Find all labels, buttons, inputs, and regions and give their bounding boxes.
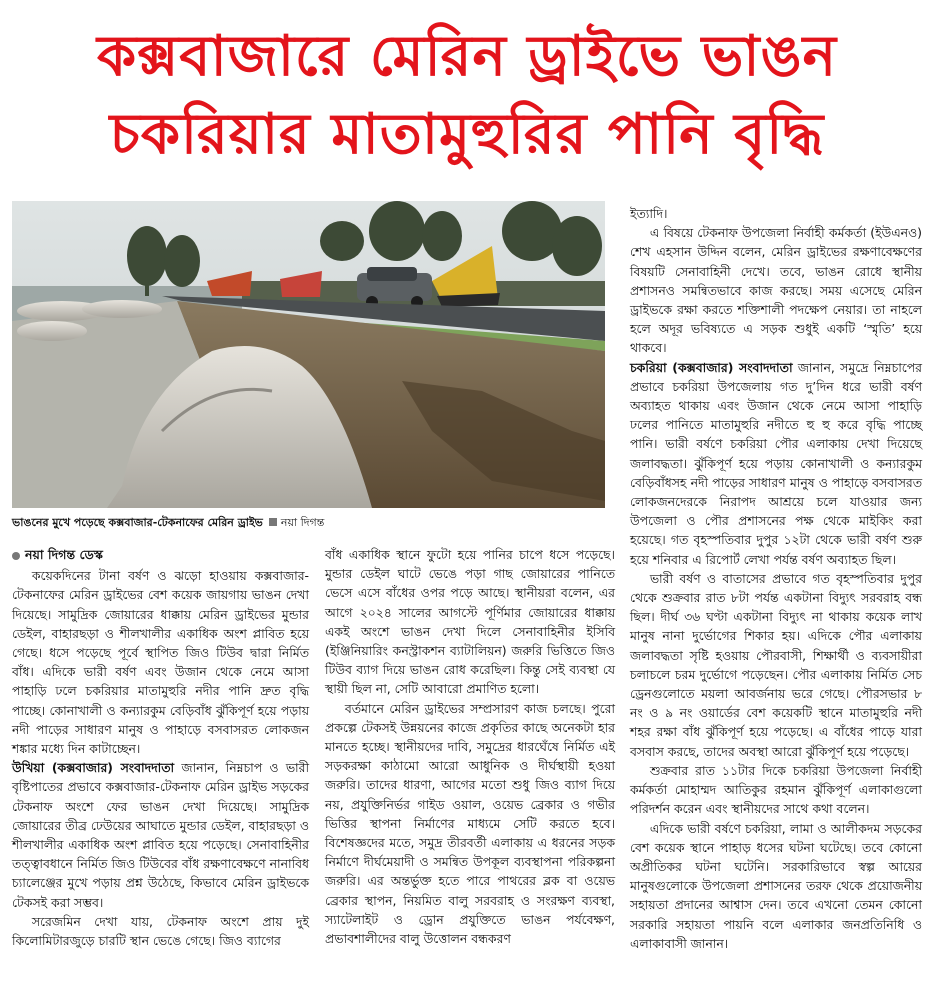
dateline: চকরিয়া (কক্সবাজার) সংবাদদাতা: [630, 359, 793, 375]
paragraph: [12, 758, 309, 912]
paragraph: কয়েকদিনের টানা বর্ষণ ও ঝড়ো হাওয়ায় কক্সবাজার-টেকনাফের মেরিন ড্রাইভের বেশ কয়েক জায়গায় ভাঙন দেখা দিয়েছে। সামুদ্রিক জোয়ারের ধাক্কায় মেরিন ড্রাইভের মুন্ডার ডেইল, বাহারছড়া ও শীলখালীর একাধিক অংশ প্লাবিত হয়ে গেছে। ধসে পড়েছে পূর্বে স্থাপিত জিও টিউব দ্বারা নির্মিত বাঁধ। এদিকে ভারী বর্ষণ এবং উজান থেকে নেমে আসা পাহাড়ি ঢলে চকরিয়ার মাতামুহুরি নদীর পানি দ্রুত বৃদ্ধি পাচ্ছে। কোনাখালী ও কন্যারকুম বেড়িবাঁধ ঝুঁকিপূর্ণ হয়ে পড়ায় নদী পাড়ের সাধারণ মানুষ ও পাহাড়ে বসবাসরত লোকজন শঙ্কার মধ্যে দিন কাটাচ্ছেন।: [12, 568, 309, 757]
article-column-2: [325, 545, 615, 948]
coastal-road-erosion-photo: [12, 201, 605, 508]
photo-caption: [12, 515, 605, 531]
paragraph: এদিকে ভারী বর্ষণে চকরিয়া, লামা ও আলীকদম সড়কের বেশ কয়েক স্থানে পাহাড় ধসের ঘটনা ঘটেছে। তবে কোনো অপ্রীতিকর ঘটনা ঘটেনি। সরকারিভাবে স্বল্প আয়ের মানুষগুলোকে উপজেলা প্রশাসনের তরফ থেকে প্রয়োজনীয় সহায়তা প্রদানের আশ্বাস দেন। তবে এখনো তেমন কোনো সরকারি সহায়তা পায়নি বলে এলাকার জনপ্রতিনিধি ও এলাকাবাসী জানান।: [630, 820, 922, 951]
paragraph-text: জানান, সমুদ্রে নিম্নচাপের প্রভাবে চকরিয়া উপজেলায় গত দু’দিন ধরে ভারী বর্ষণ অব্যাহত থাকায় এবং উজান থেকে নেমে আসা পাহাড়ি ঢলের পানিতে মাতামুহুরি নদীতে হু হু করে বৃদ্ধি পাচ্ছে পানি। ভারী বর্ষণে চকরিয়া পৌর এলাকায় দেখা দিয়েছে জলাবদ্ধতা। ঝুঁকিপূর্ণ হয়ে পড়ায় কোনাখালী ও কন্যারকুম বেড়িবাঁধসহ নদী পাড়ের সাধারণ মানুষ ও পাহাড়ে বসবাসরত লোকজনদেরকে নিরাপদ আশ্রয়ে চলে যাওয়ার জন্য উপজেলা ও পৌর প্রশাসনের পক্ষ থেকে মাইকিং করা হয়েছে। গত বৃহস্পতিবার দুপুর ১২টা থেকে ভারী বর্ষণ শুরু হয়ে শনিবার এ রিপোর্ট লেখা পর্যন্ত বর্ষণ অব্যাহত ছিল।: [630, 359, 922, 567]
article-column-3: [630, 204, 922, 953]
news-photo: [12, 201, 605, 508]
square-bullet-icon: [269, 518, 277, 526]
desk-name: নয়া দিগন্ত ডেস্ক: [25, 547, 103, 562]
paragraph: [630, 358, 922, 569]
headline-line-2: চকরিয়ার মাতামুহুরির পানি বৃদ্ধি: [109, 102, 825, 167]
paragraph: সরেজমিন দেখা যায়, টেকনাফ অংশে প্রায় দুই কিলোমিটারজুড়ে চারটি স্থান ভেঙে গেছে। জিও ব্যাগের: [12, 913, 309, 949]
article-column-1: [12, 545, 309, 950]
paragraph: শুক্রবার রাত ১১টার দিকে চকরিয়া উপজেলা নির্বাহী কর্মকর্তা মোহাম্মদ আতিকুর রহমান ঝুঁকিপূর্ণ এলাকাগুলো পরিদর্শন করেন এবং স্থানীয়দের সাথে কথা বলেন।: [630, 762, 922, 817]
dateline: উখিয়া (কক্সবাজার) সংবাদদাতা: [12, 760, 175, 776]
paragraph: বাঁধ একাধিক স্থানে ফুটো হয়ে পানির চাপে ধসে পড়েছে। মুন্ডার ডেইল ঘাটে ভেঙে পড়া গাছ জোয়ারের পানিতে ভেসে এসে বাঁধের ওপর পড়ে আছে। স্থানীয়রা বলেন, এর আগে ২০২৪ সালের আগস্টে পূর্ণিমার জোয়ারের ধাক্কায় একই অংশে ভাঙন দেখা দিলে সেনাবাহিনীর ইসিবি (ইঞ্জিনিয়ারিং কনস্ট্রাকশন ব্যাটালিয়ন) জরুরি ভিত্তিতে জিও টিউব ব্যাগ দিয়ে ভাঙন রোধ করেছিল। কিন্তু সেই ব্যবস্থা যে স্থায়ী ছিল না, সেটি আবারো প্রমাণিত হলো।: [325, 547, 615, 697]
circle-bullet-icon: [12, 552, 20, 560]
photo-credit: নয়া দিগন্ত: [280, 516, 325, 529]
paragraph: এ বিষয়ে টেকনাফ উপজেলা নির্বাহী কর্মকর্তা (ইউএনও) শেখ এহসান উদ্দিন বলেন, মেরিন ড্রাইভের রক্ষণাবেক্ষণের বিষয়টি সেনাবাহিনী দেখে। তবে, ভাঙন রোধে স্থানীয় প্রশাসনও সমন্বিতভাবে কাজ করছে। সময় এসেছে মেরিন ড্রাইভকে রক্ষা করতে শক্তিশালী পদক্ষেপ নেয়ার। তা নাহলে হলে অদূর ভবিষ্যতে এ সড়ক শুধুই একটি ‘স্মৃতি’ হয়ে থাকবে।: [630, 225, 922, 356]
paragraph: ভারী বর্ষণ ও বাতাসের প্রভাবে গত বৃহস্পতিবার দুপুর থেকে শুক্রবার রাত ৮টা পর্যন্ত একটানা বিদ্যুৎ সরবরাহ বন্ধ ছিল। দীর্ঘ ৩৬ ঘণ্টা একটানা বিদ্যুৎ না থাকায় কয়েক লাখ মানুষ নানা দুর্ভোগের শিকার হয়। এদিকে পৌর এলাকায় জলাবদ্ধতা সৃষ্টি হওয়ায় পৌরবাসী, শিক্ষার্থী ও ব্যবসায়ীরা চলাচলে চরম দুর্ভোগে পড়েছেন। পৌর এলাকায় নির্মিত সেচ ড্রেনগুলোতে ময়লা আবর্জনায় ভরে গেছে। পৌরসভার ৮ নং ও ৯ নং ওয়ার্ডের বেশ কয়েকটি স্থানে মাতামুহুরি নদী শহর রক্ষা বাঁধ ঝুঁকিপূর্ণ হয়ে পড়েছে। এ বাঁধের পাড়ে যারা বসবাস করছে, তাদের অবস্থা আরো ঝুঁকিপূর্ণ হয়ে পড়েছে।: [630, 570, 922, 759]
caption-text: ভাঙনের মুখে পড়েছে কক্সবাজার-টেকনাফের মেরিন ড্রাইভ: [12, 516, 263, 529]
headline: [0, 18, 934, 174]
paragraph: বর্তমানে মেরিন ড্রাইভের সম্প্রসারণ কাজ চলছে। পুরো প্রকল্পে টেকসই উন্নয়নের কাজে প্রকৃতির কাছে অনেকটা হার মানতে হচ্ছে। স্থানীয়দের দাবি, সমুদ্রের ধারঘেঁষে নির্মিত এই সড়করক্ষা কাঠামো আরো আধুনিক ও দীর্ঘস্থায়ী হওয়া জরুরি। তাদের ধারণা, আগের মতো শুধু জিও ব্যাগ দিয়ে নয়, প্রযুক্তিনির্ভর গাইড ওয়াল, ওয়েভ ব্রেকার ও গভীর ভিত্তির স্থাপনা নির্মাণের মাধ্যমে সেটি করতে হবে। বিশেষজ্ঞদের মতে, সমুদ্র তীরবর্তী এলাকায় এ ধরনের সড়ক নির্মাণে দীর্ঘমেয়াদী ও সমন্বিত উপকূল ব্যবস্থাপনা পরিকল্পনা জরুরি। এর অন্তর্ভুক্ত হতে পারে পাথরের ব্লক বা ওয়েভ ব্রেকার স্থাপন, নিয়মিত বালু সরবরাহ ও সংরক্ষণ ব্যবস্থা, স্যাটেলাইট ও ড্রোন প্রযুক্তিতে ভাঙন পর্যবেক্ষণ, প্রভাবশালীদের বালু উত্তোলন বন্ধকরণ: [325, 700, 615, 947]
desk-byline: [12, 545, 309, 564]
paragraph-text: জানান, নিম্নচাপ ও ভারী বৃষ্টিপাতের প্রভাবে কক্সবাজার-টেকনাফ মেরিন ড্রাইভ সড়কের টেকনাফ অংশে ফের ভাঙন দেখা দিয়েছে। সামুদ্রিক জোয়ারের তীব্র ঢেউয়ের আঘাতে মুন্ডার ডেইল, বাহারছড়া ও শীলখালীর একাধিক অংশ প্লাবিত হয়ে পড়েছে। সেনাবাহিনীর তত্ত্বাবধানে নির্মিত জিও টিউবের বাঁধ রক্ষণাবেক্ষণে নানাবিধ চ্যালেঞ্জের মুখে পড়ায় প্রশ্ন উঠেছে, কিভাবে মেরিন ড্রাইভকে টেকসই করা সম্ভব।: [12, 760, 309, 910]
paragraph: ইত্যাদি।: [630, 206, 668, 221]
headline-line-1: কক্সবাজারে মেরিন ড্রাইভে ভাঙন: [96, 24, 838, 89]
